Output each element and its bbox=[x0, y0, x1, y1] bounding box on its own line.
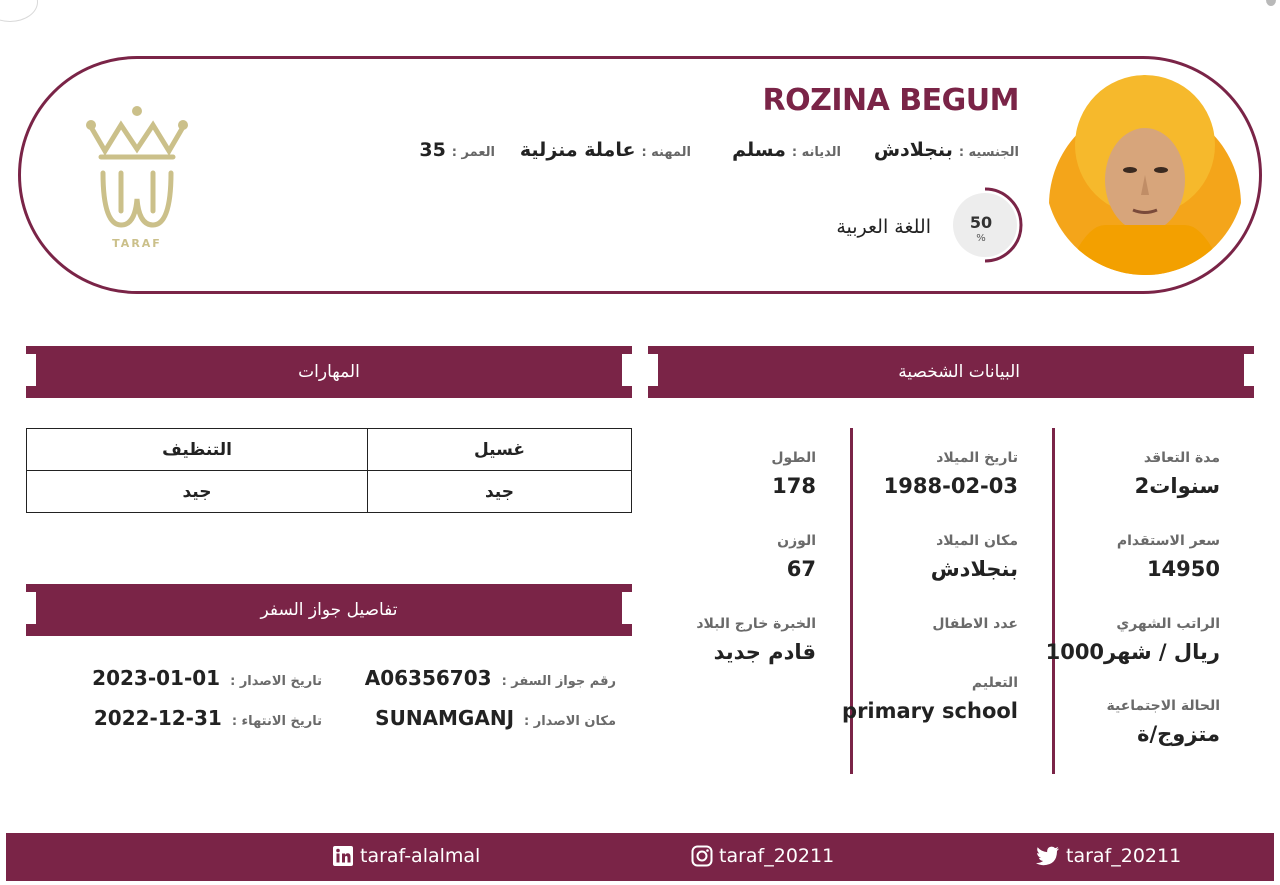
taraf-logo bbox=[83, 103, 191, 251]
table-row bbox=[27, 471, 632, 513]
religion-value: مسلم bbox=[732, 139, 786, 161]
passport-number-field bbox=[365, 666, 616, 690]
issue-place-field bbox=[375, 706, 616, 730]
language-progress-ring bbox=[947, 187, 1023, 263]
contract-field bbox=[1135, 450, 1220, 498]
skill-level: جيد bbox=[27, 471, 368, 513]
section-title-personal: البيانات الشخصية bbox=[898, 362, 1020, 382]
children-field bbox=[932, 616, 1018, 632]
profession-value: عاملة منزلية bbox=[519, 139, 636, 161]
marital-label: الحالة الاجتماعية bbox=[1106, 698, 1220, 714]
section-header-passport bbox=[26, 584, 632, 636]
corner-circle-decoration bbox=[0, 0, 38, 22]
children-label: عدد الاطفال bbox=[932, 616, 1018, 632]
profile-card bbox=[18, 56, 1262, 294]
profession-label: المهنه : bbox=[641, 145, 691, 160]
section-header-personal bbox=[648, 346, 1254, 398]
price-field bbox=[1117, 533, 1220, 581]
religion-info bbox=[732, 139, 841, 161]
experience-value: قادم جديد bbox=[713, 640, 816, 664]
issue-date-field bbox=[92, 666, 322, 690]
salary-field bbox=[1046, 616, 1220, 664]
nationality-info bbox=[874, 139, 1019, 161]
contract-label: مدة التعاقد bbox=[1143, 450, 1220, 466]
linkedin-link[interactable] bbox=[332, 845, 480, 867]
education-value: primary school bbox=[842, 699, 1018, 723]
section-title-skills: المهارات bbox=[298, 362, 360, 382]
weight-field bbox=[777, 533, 816, 581]
logo-text: TARAF bbox=[112, 237, 162, 250]
age-info bbox=[419, 139, 495, 161]
expiry-date-value: 2022-12-31 bbox=[93, 706, 222, 730]
nationality-label: الجنسيه : bbox=[958, 145, 1019, 160]
price-label: سعر الاستقدام bbox=[1116, 533, 1220, 549]
marital-value: متزوج/ة bbox=[1137, 722, 1220, 746]
instagram-handle: taraf_20211 bbox=[719, 845, 835, 867]
religion-label: الديانه : bbox=[791, 145, 841, 160]
education-label: التعليم bbox=[971, 675, 1018, 691]
expiry-date-field bbox=[94, 706, 322, 730]
skill-header: غسيل bbox=[368, 429, 632, 471]
age-label: العمر : bbox=[451, 145, 495, 160]
price-value: 14950 bbox=[1146, 557, 1220, 581]
twitter-link[interactable] bbox=[1036, 845, 1181, 867]
education-field bbox=[842, 675, 1018, 723]
issue-date-label: تاريخ الاصدار : bbox=[230, 674, 322, 689]
profile-photo bbox=[1045, 75, 1245, 275]
twitter-handle: taraf_20211 bbox=[1066, 845, 1182, 867]
scroll-indicator[interactable] bbox=[1266, 0, 1276, 6]
instagram-icon bbox=[691, 845, 713, 867]
weight-label: الوزن bbox=[777, 533, 816, 549]
dob-value: 1988-02-03 bbox=[883, 474, 1018, 498]
table-header-row bbox=[27, 429, 632, 471]
height-field bbox=[771, 450, 816, 498]
passport-number-label: رقم جواز السفر : bbox=[501, 674, 616, 689]
column-divider bbox=[1052, 428, 1055, 774]
profession-info bbox=[520, 139, 691, 161]
dob-field bbox=[884, 450, 1018, 498]
language-label: اللغة العربية bbox=[836, 216, 931, 238]
skill-level: جيد bbox=[368, 471, 632, 513]
marital-field bbox=[1107, 698, 1220, 746]
passport-number-value: A06356703 bbox=[364, 666, 492, 690]
nationality-value: بنجلادش bbox=[873, 139, 953, 161]
language-percent-sign: % bbox=[976, 233, 986, 244]
twitter-icon bbox=[1036, 845, 1060, 867]
dob-label: تاريخ الميلاد bbox=[936, 450, 1018, 466]
weight-value: 67 bbox=[786, 557, 816, 581]
section-header-skills bbox=[26, 346, 632, 398]
linkedin-handle: taraf-alalmal bbox=[360, 845, 481, 867]
skill-header: التنظيف bbox=[27, 429, 368, 471]
instagram-link[interactable] bbox=[691, 845, 834, 867]
experience-field bbox=[696, 616, 816, 664]
experience-label: الخبرة خارج البلاد bbox=[696, 616, 816, 632]
expiry-date-label: تاريخ الانتهاء : bbox=[231, 714, 322, 729]
section-title-passport: تفاصيل جواز السفر bbox=[260, 600, 398, 620]
salary-value: 1000ريال / شهر bbox=[1045, 640, 1220, 664]
issue-place-value: SUNAMGANJ bbox=[375, 706, 515, 730]
contract-value: 2سنوات bbox=[1134, 474, 1220, 498]
salary-label: الراتب الشهري bbox=[1116, 616, 1220, 632]
linkedin-icon bbox=[332, 845, 354, 867]
pob-field bbox=[931, 533, 1018, 581]
height-label: الطول bbox=[771, 450, 816, 466]
skills-table bbox=[26, 428, 632, 513]
worker-name: ROZINA BEGUM bbox=[762, 83, 1019, 118]
language-percent: 50 bbox=[969, 213, 993, 232]
height-value: 178 bbox=[772, 474, 816, 498]
footer-bar bbox=[6, 833, 1274, 881]
pob-label: مكان الميلاد bbox=[936, 533, 1018, 549]
issue-place-label: مكان الاصدار : bbox=[524, 714, 616, 729]
issue-date-value: 2023-01-01 bbox=[92, 666, 221, 690]
pob-value: بنجلادش bbox=[930, 557, 1018, 581]
age-value: 35 bbox=[419, 139, 446, 161]
